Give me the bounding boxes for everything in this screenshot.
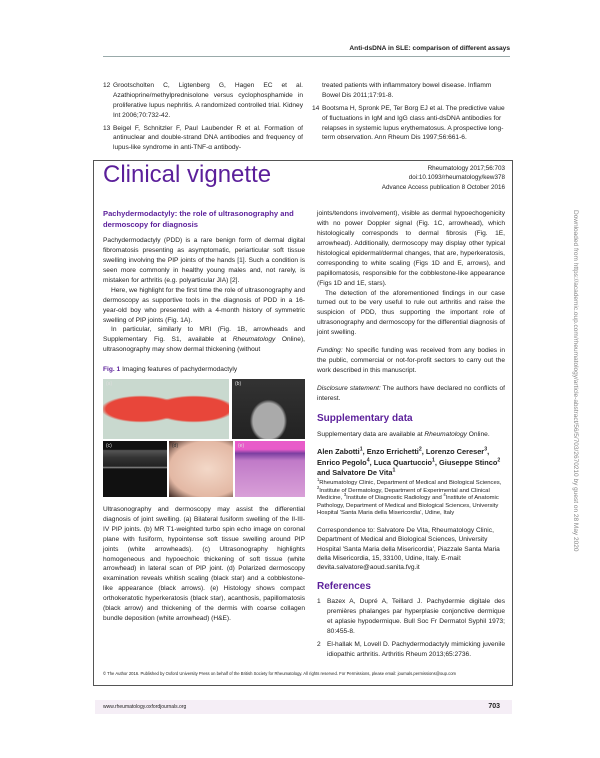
disclosure [317,384,505,404]
ref-number: 13 [103,124,111,132]
prev-refs-right [312,81,510,156]
reference-item [103,124,303,154]
article-meta [382,161,505,192]
footer-url[interactable]: www.rheumatology.oxfordjournals.org [103,703,187,710]
header-rule [103,56,510,57]
text: Online. [466,430,490,438]
article-header [103,161,505,209]
panel-label: (d) [172,443,179,450]
page-footer [95,700,512,714]
text: Online), ultrasonography may show dermal thickening (without [103,336,306,354]
panel-label: (c) [106,443,112,450]
page-number: 703 [488,702,500,710]
supplementary-text [317,430,505,440]
left-column [103,209,305,663]
supplementary-heading: Supplementary data [317,412,413,424]
author-list: Alen Zabotti$^1$, Enzo Errichetti$^2$, Lorenzo Cereser$^3$, Enrico Pegolo$^4$, Luca Quartuccio$^1$, Giuseppe Stinco$^2$ and Salvatore De Vita$^1$ [317,447,501,478]
advance-access: Advance Access publication 8 October 2016 [381,183,505,191]
ref-number: 14 [312,104,320,112]
reference-item [317,597,505,637]
paragraph [103,325,305,355]
ref-number: 1 [317,598,321,606]
ref-continuation: treated patients with inflammatory bowel disease. Inflamm Bowel Dis 2011;17:91-8. [322,81,492,99]
disclosure-label: Disclosure statement: [317,384,381,392]
disclosure-text: The authors have declared no conflicts of interest. [317,384,505,402]
text: In particular, similarly to MRI (Fig. 1B, arrowheads and Supplementary Fig. S1, available at [103,326,305,344]
reference-item [317,640,505,660]
panel-label: (e) [238,443,245,450]
panel-d-dermoscopy [169,441,233,497]
references-heading: References [317,581,371,593]
ref-number: 12 [103,81,111,89]
panel-label: (a) [106,381,113,388]
panel-b-mri [232,379,305,439]
journal-citation: Rheumatology 2017;56:703 [427,165,505,173]
text: Supplementary data are available at [317,430,425,438]
figure-1 [103,379,305,497]
article-title: Pachydermodactyly: the role of ultrasonography and dermoscopy for diagnosis [103,209,294,229]
ref-text: El-hallak M, Lovell D. Pachydermodactyly mimicking juvenile idiopathic arthritis. Arthritis Rheum 2013;65:2736. [327,641,505,658]
paragraph: Pachydermodactyly (PDD) is a rare benign form of dermal digital fibromatosis presenting as asymptomatic, periarticular soft tissue swelling involving the PIP joints of the hands [1]. Such a condition is seen more commonly in healthy young males and, not rarely, is mistaken for arthritis (e.g. polyarticular JIA) [2]. [103,237,305,284]
paragraph: The detection of the aforementioned findings in our case turned out to be very useful to rule out arthritis and raise the suspicion of PDD, thus supporting the important role of ultrasonography and dermoscopy for the differential diagnosis of joint swelling. [317,289,505,337]
journal-name: Rheumatology [424,430,467,438]
panel-label: (b) [235,381,242,388]
funding-text: No specific funding was received from any bodies in the public, commercial or not-for-profit sectors to carry out the work described in this manuscript. [317,347,505,374]
running-head: Anti-dsDNA in SLE: comparison of different assays [349,45,510,52]
download-watermark: Downloaded from https://academic.oup.com/rheumatology/article-abstract/56/5/703/2670210 by guest on 28 May 2020 [572,210,579,552]
previous-references [103,81,510,156]
panel-e-histology [235,441,305,497]
reference-item [312,104,510,144]
ref-text: Bootsma H, Spronk PE, Ter Borg EJ et al. The predictive value of fluctuations in IgM and IgG class anti-dsDNA antibodies for relapses in systemic lupus erythematosus. A prospective long-term observation. Ann Rheum Dis 1997;56:661-6. [322,104,505,142]
funding [317,346,505,376]
ref-number: 2 [317,641,321,649]
reference-item [103,81,303,121]
article-box [93,160,513,686]
figure-title [103,365,305,375]
paragraph: joints/tendons involvement), visible as dermal hypoechogenicity with no power Doppler signal (Fig. 1C, arrowhead), which histologically corresponds to dermal fibrosis (Fig. 1E, arrowhead). Additionally, dermoscopy may display other typical histological epidermal/dermal changes, that are, hyperkeratosis, corresponding to white scaling (Figs 1D and E, arrows), and papillomatosis, responsible for the cobblestone-like appearance (Figs 1D and 1E, stars). [317,210,505,287]
figure-title-text: Imaging features of pachydermodactyly [122,366,238,374]
figure-caption: Ultrasonography and dermoscopy may assist the differential diagnosis of joint swelling. (a) Bilateral fusiform swelling of the II-III-IV PIP joints. (b) MR T1-weighted turbo spin echo image on coronal plane with fusiform, hypointense soft tissue swelling around PIP joints (white arrowheads). (c) Ultrasonography highlights homogeneous and hypoechoic thickening of soft tissue (white arrowhead) in lateral scan of PIP joint. (d) Polarized dermoscopy examination reveals whitish scaling (black star) and a cobblestone-like appearance (black arrows). (e) Histology shows compact orthokeratotic hyperkeratosis (black star), acanthosis, papillomatosis (black arrow) and thickening of the dermis with coarse collagen bundle deposition (white arrowhead) (H&E). [103,506,305,622]
funding-label: Funding: [317,347,343,355]
journal-name: Rheumatology [232,336,276,344]
doi-link[interactable]: doi:10.1093/rheumatology/kew378 [408,174,505,182]
copyright: © The Author 2016. Published by Oxford University Press on behalf of the British Society for Rheumatology. All rights reserved. For Permissions, please email: journals.permissions@oup.com [103,670,457,676]
ref-text: Grootscholten C, Ligtenberg G, Hagen EC et al. Azathioprine/methylprednisolone versus cyclophosphamide in proliferative lupus nephritis. A randomized controlled trial. Kidney Int 2006;70:732-42. [113,81,303,119]
prev-refs-left [103,81,303,156]
ref-text: Bazex A, Dupré A, Teillard J. Pachydermie digitale des premières phalanges par hyperplasie conjonctive dermique et aplasie hypodermique. Bull Soc Fr Dermatol Syphil 1973; 80:455-8. [327,598,505,636]
ref-text: Beigel F, Schnitzler F, Paul Laubender R et al. Formation of antinuclear and double-strand DNA antibodies and frequency of lupus-like syndrome in anti-TNF-α antibody- [113,124,303,152]
correspondence: Correspondence to: Salvatore De Vita, Rheumatology Clinic, Department of Medical and Biological Sciences, University Hospital 'Santa Maria della Misericordia', Piazzale Santa Maria della Misericordia, 15, 33100, Udine, Italy. E-mail: devita.salvatore@aoud.sanita.fvg.it [317,526,500,572]
figure-label: Fig. 1 [103,366,121,374]
paragraph: Here, we highlight for the first time the role of ultrasonography and dermoscopy as supportive tools in the diagnosis of PDD in a 16-year-old boy who presented with a 4-month history of symmetric swelling of PIP joints (Fig. 1A). [103,286,305,324]
affiliations: $^1$Rheumatology Clinic, Department of Medical and Biological Sciences, $^2$Institute of Dermatology, Department of Experimental and Clinical Medicine, $^3$Institute of Diagnostic Radiology and $^4$Institute of Anatomic Pathology, Department of Medical and Biological Sciences, University Hospital 'Santa Maria della Misericordia', Udine, Italy [317,477,502,517]
right-column [317,209,505,663]
article-columns [103,209,505,663]
panel-c-ultrasound [103,441,167,497]
section-title: Clinical vignette [103,161,272,189]
panel-a-hands-photo [103,379,229,439]
